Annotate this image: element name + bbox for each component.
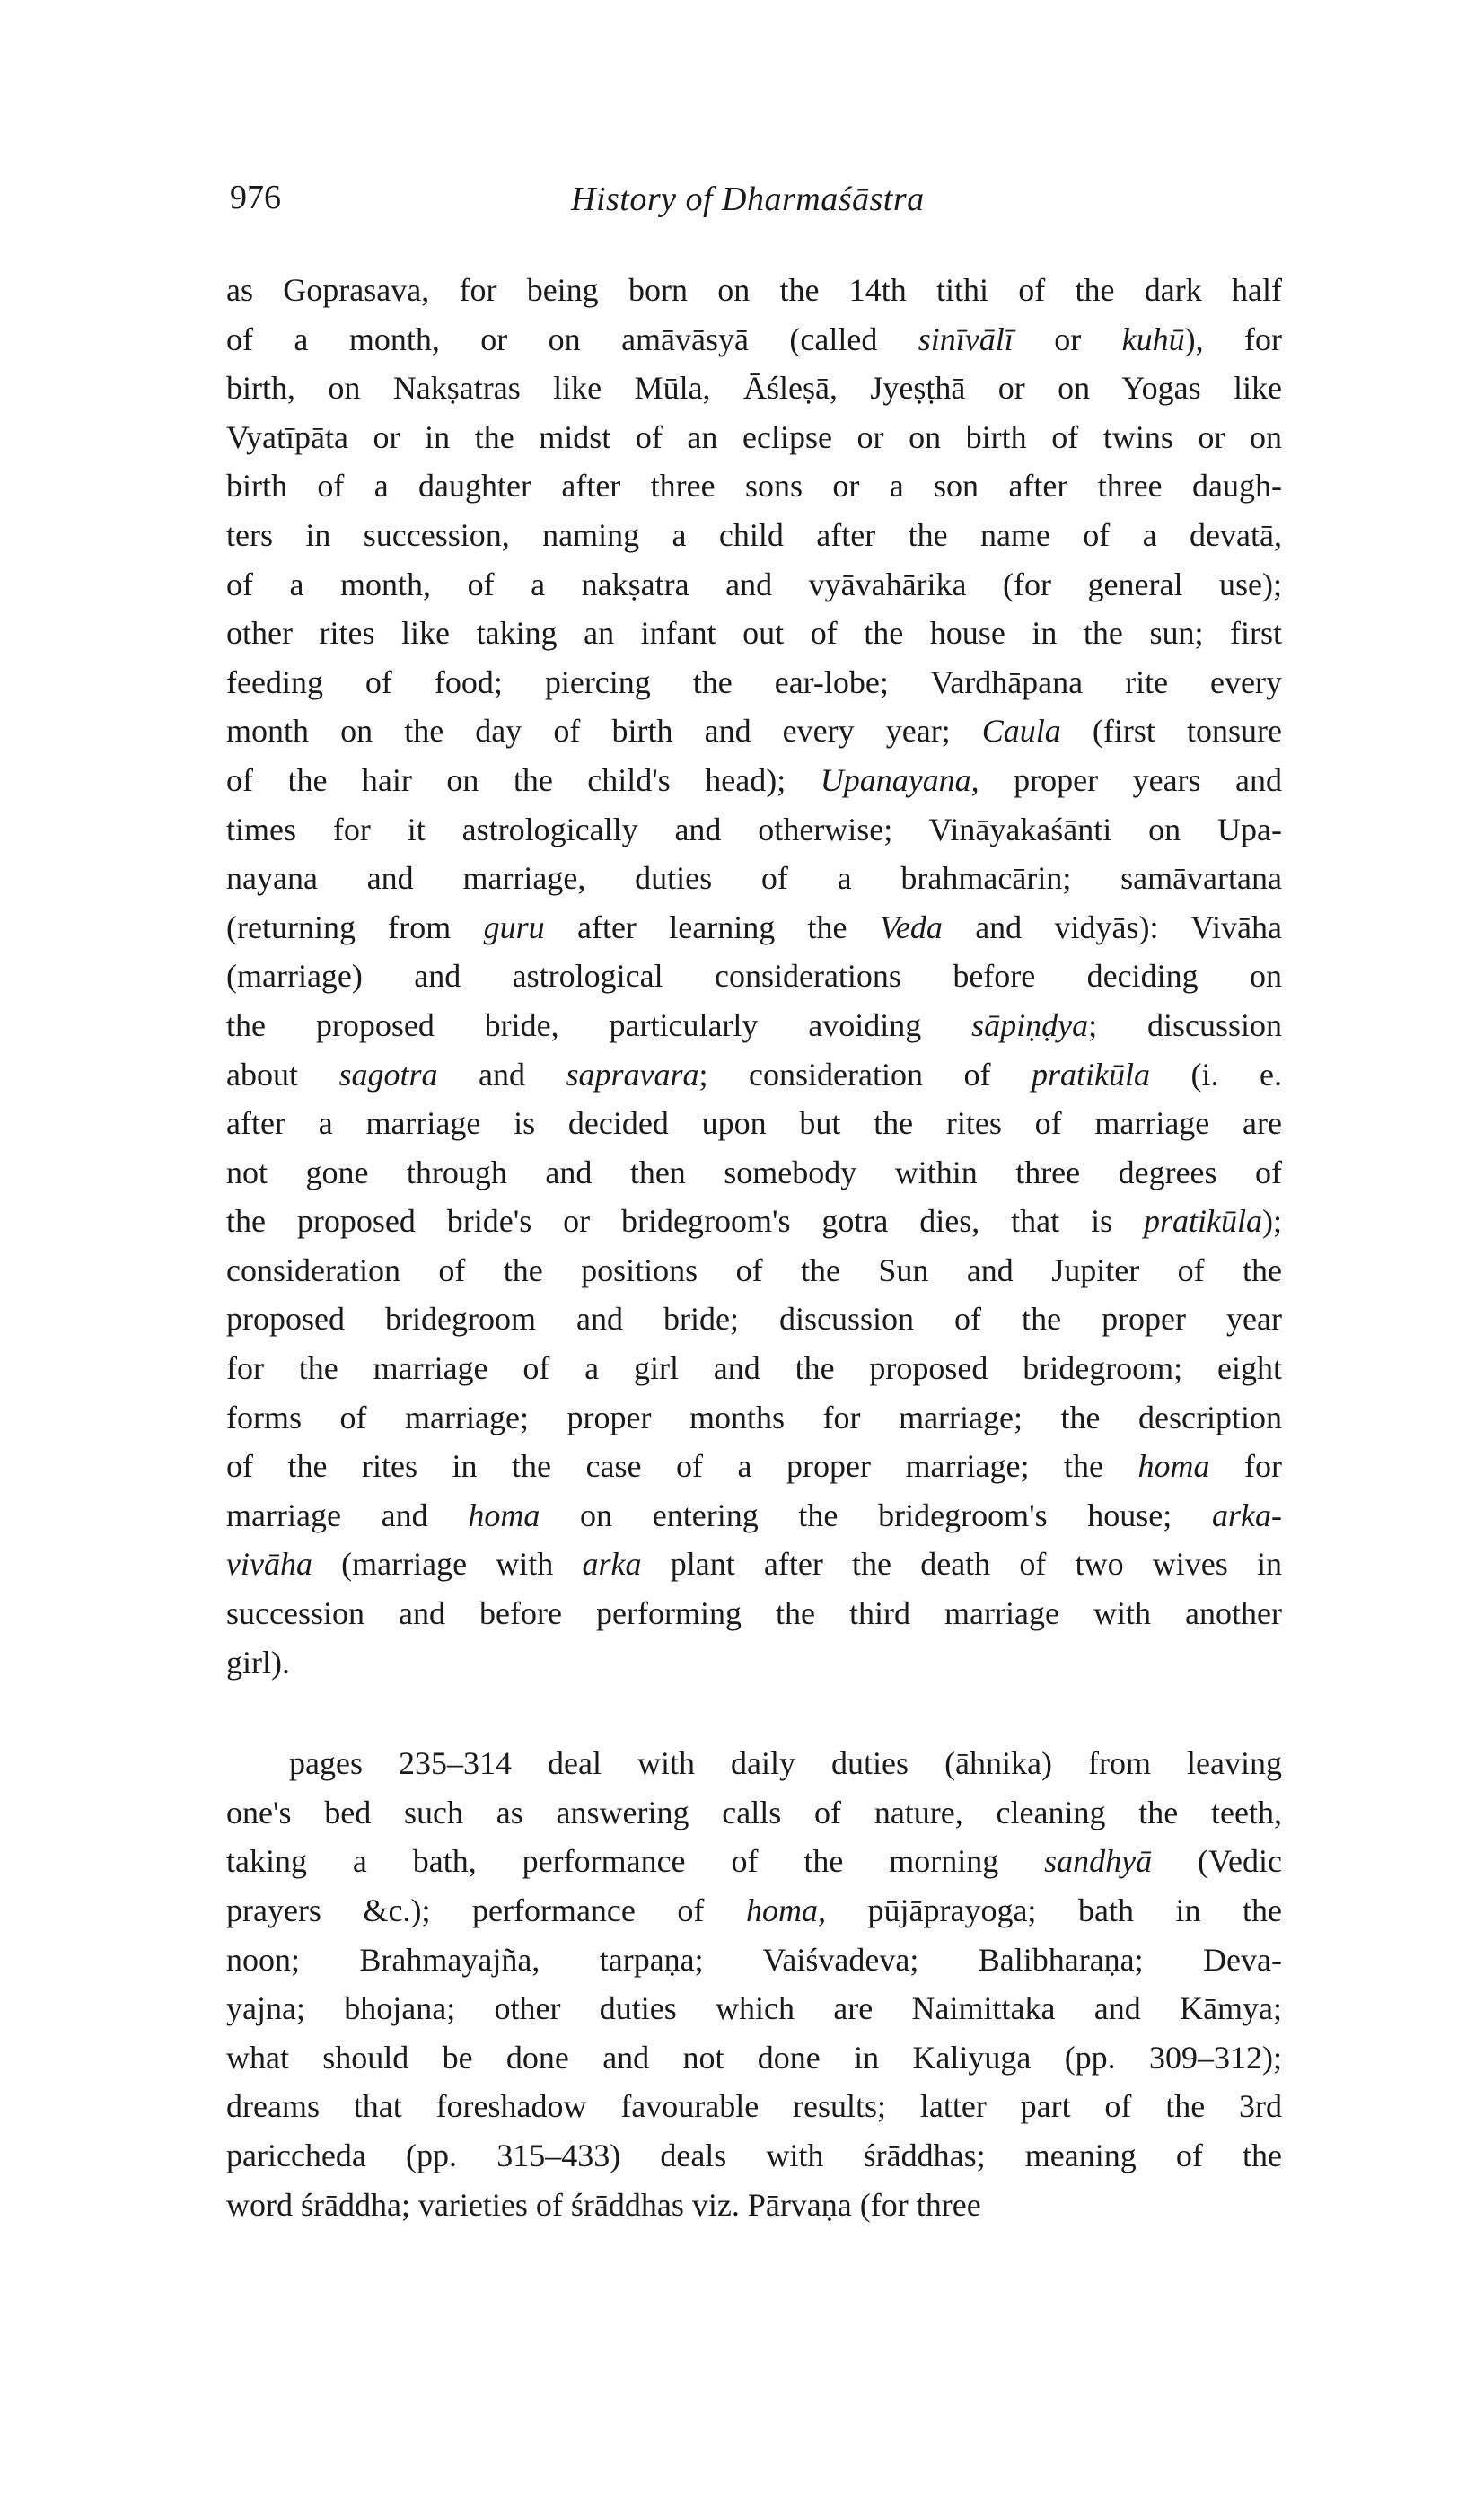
text-run: other rites like taking an infant out of the house in the sun; first [226,615,1282,652]
text-line [226,461,1282,511]
text-line [226,1984,1282,2033]
text-run: after a marriage is decided upon but the rites of marriage are [226,1105,1282,1142]
text-run: Vyatīpāta or in the midst of an eclipse or on birth of twins or on [226,418,1282,455]
text-run: prayers &c.); performance of [226,1892,746,1928]
paragraph-1 [226,266,1282,1687]
text-run: taking a bath, performance of the morning [226,1843,1045,1880]
text-line [226,1638,1282,1688]
text-line [226,1050,1282,1100]
text-run: for the marriage of a girl and the proposed bridegroom; eight [226,1350,1282,1387]
text-line [226,609,1282,658]
text-line [226,952,1282,1001]
text-run: pariccheda (pp. 315–433) deals with śrāddhas; meaning of the [226,2137,1282,2173]
italic-term: Caula [981,713,1061,750]
text-run: (marriage with [312,1546,583,1583]
text-line [226,1837,1282,1886]
text-line [226,1295,1282,1344]
text-line [226,1344,1282,1393]
text-run: pūjāprayoga; bath in the [825,1892,1282,1928]
text-line [226,1148,1282,1198]
text-run: one's bed such as answering calls of nature, cleaning the teeth, [226,1794,1282,1830]
text-run: or [1013,320,1122,357]
text-line [226,707,1282,756]
italic-term: arka [582,1546,642,1583]
text-run: birth, on Nakṣatras like Mūla, Āśleṣā, Jyeṣṭhā or on Yogas like [226,370,1282,407]
text-run: word śrāddha; varieties of śrāddhas viz. Pārvaṇa (for three [226,2186,981,2223]
text-run: ); [1262,1203,1282,1240]
text-run: the proposed bride, particularly avoiding [226,1006,972,1043]
text-run: plant after the death of two wives in [641,1546,1282,1583]
text-line [226,1936,1282,1985]
text-run: and vidyās): Vivāha [942,909,1282,945]
text-run: (first tonsure [1060,713,1282,750]
italic-term: guru [483,909,545,945]
text-run: (i. e. [1150,1056,1282,1093]
text-run: of the hair on the child's head); [226,761,821,798]
paragraph-gap [226,1687,1282,1739]
text-line [226,413,1282,462]
text-run: marriage and [226,1497,469,1533]
text-line [226,903,1282,953]
text-line [226,1246,1282,1295]
text-run: succession and before performing the third marriage with another [226,1595,1282,1632]
text-run: (returning from [226,909,484,945]
text-line [226,1589,1282,1638]
italic-term: kuhū [1121,320,1185,357]
text-run: yajna; bhojana; other duties which are Naimittaka and Kāmya; [226,1990,1282,2027]
text-line [226,1197,1282,1246]
text-run: after learning the [544,909,880,945]
text-run: on entering the bridegroom's house; [540,1497,1213,1533]
text-run: birth of a daughter after three sons or a son after three daugh- [226,468,1282,505]
text-line [226,1442,1282,1491]
text-line [226,2033,1282,2083]
italic-term: homa, [745,1892,826,1928]
italic-term: sinīvālī [918,320,1014,357]
italic-term: Upanayana, [820,761,979,798]
text-run: dreams that foreshadow favourable results; latter part of the 3rd [226,2088,1282,2125]
italic-term: arka- [1212,1497,1282,1533]
text-run: feeding of food; piercing the ear-lobe; Vardhāpana rite every [226,663,1282,700]
text-run: ; discussion [1088,1006,1282,1043]
italic-term: sāpiṇḍya [971,1006,1089,1043]
text-line [226,1788,1282,1838]
text-run: and [437,1056,566,1093]
text-run: pages 235–314 deal with daily duties (āhnika) from leaving [289,1745,1282,1782]
text-run: (Vedic [1152,1843,1282,1880]
text-line [226,854,1282,903]
text-run: for [1209,1448,1282,1485]
text-run: of a month, or on amāvāsyā (called [226,320,918,357]
page-number: 976 [230,179,281,216]
text-run: about [226,1056,339,1093]
text-line [226,364,1282,413]
text-line [226,2131,1282,2181]
text-line [226,1001,1282,1050]
text-run: of a month, of a nakṣatra and vyāvahārika (for general use); [226,566,1282,602]
italic-term: pratikūla [1032,1056,1151,1093]
text-run: ), for [1184,320,1282,357]
running-title: History of Dharmaśāstra [571,180,925,218]
text-line [226,756,1282,805]
italic-term: sagotra [338,1056,438,1093]
text-run: the proposed bride's or bridegroom's gotra dies, that is [226,1203,1144,1240]
text-line [226,1886,1282,1936]
text-line [226,1540,1282,1589]
text-line [226,511,1282,560]
text-line [226,2082,1282,2131]
text-line [226,658,1282,707]
body-text [226,266,1282,2229]
italic-term: homa [1137,1448,1210,1485]
page-header [230,178,1271,232]
italic-term: vivāha [226,1546,312,1583]
text-line [226,1099,1282,1148]
text-run: times for it astrologically and otherwise; Vināyakaśānti on Upa- [226,811,1282,847]
text-line [226,805,1282,855]
text-line [226,560,1282,610]
text-run: girl). [226,1644,290,1681]
text-line [226,1739,1282,1788]
text-run: noon; Brahmayajña, tarpaṇa; Vaiśvadeva; Balibharaṇa; Deva- [226,1941,1282,1978]
text-run: not gone through and then somebody within three degrees of [226,1154,1282,1190]
text-run: nayana and marriage, duties of a brahmacārin; samāvartana [226,860,1282,897]
text-run: as Goprasava, for being born on the 14th tithi of the dark half [226,272,1282,308]
text-run: month on the day of birth and every year; [226,713,982,750]
italic-term: Veda [879,909,943,945]
text-run: proper years and [979,761,1282,798]
text-run: proposed bridegroom and bride; discussion of the proper year [226,1301,1282,1338]
text-run: (marriage) and astrological considerations before deciding on [226,958,1282,995]
text-line [226,1393,1282,1443]
italic-term: homa [468,1497,540,1533]
text-line [226,1491,1282,1541]
text-run: of the rites in the case of a proper marriage; the [226,1448,1138,1485]
text-line [226,2181,1282,2230]
paragraph-2 [226,1739,1282,2229]
text-run: forms of marriage; proper months for marriage; the description [226,1399,1282,1435]
text-run: ters in succession, naming a child after the name of a devatā, [226,516,1282,553]
italic-term: sapravara [566,1056,699,1093]
text-line [226,315,1282,364]
text-run: consideration of the positions of the Sun and Jupiter of the [226,1251,1282,1288]
text-run: what should be done and not done in Kaliyuga (pp. 309–312); [226,2039,1282,2076]
italic-term: sandhyā [1044,1843,1153,1880]
italic-term: pratikūla [1144,1203,1262,1240]
text-run: ; consideration of [698,1056,1032,1093]
text-line [226,266,1282,315]
